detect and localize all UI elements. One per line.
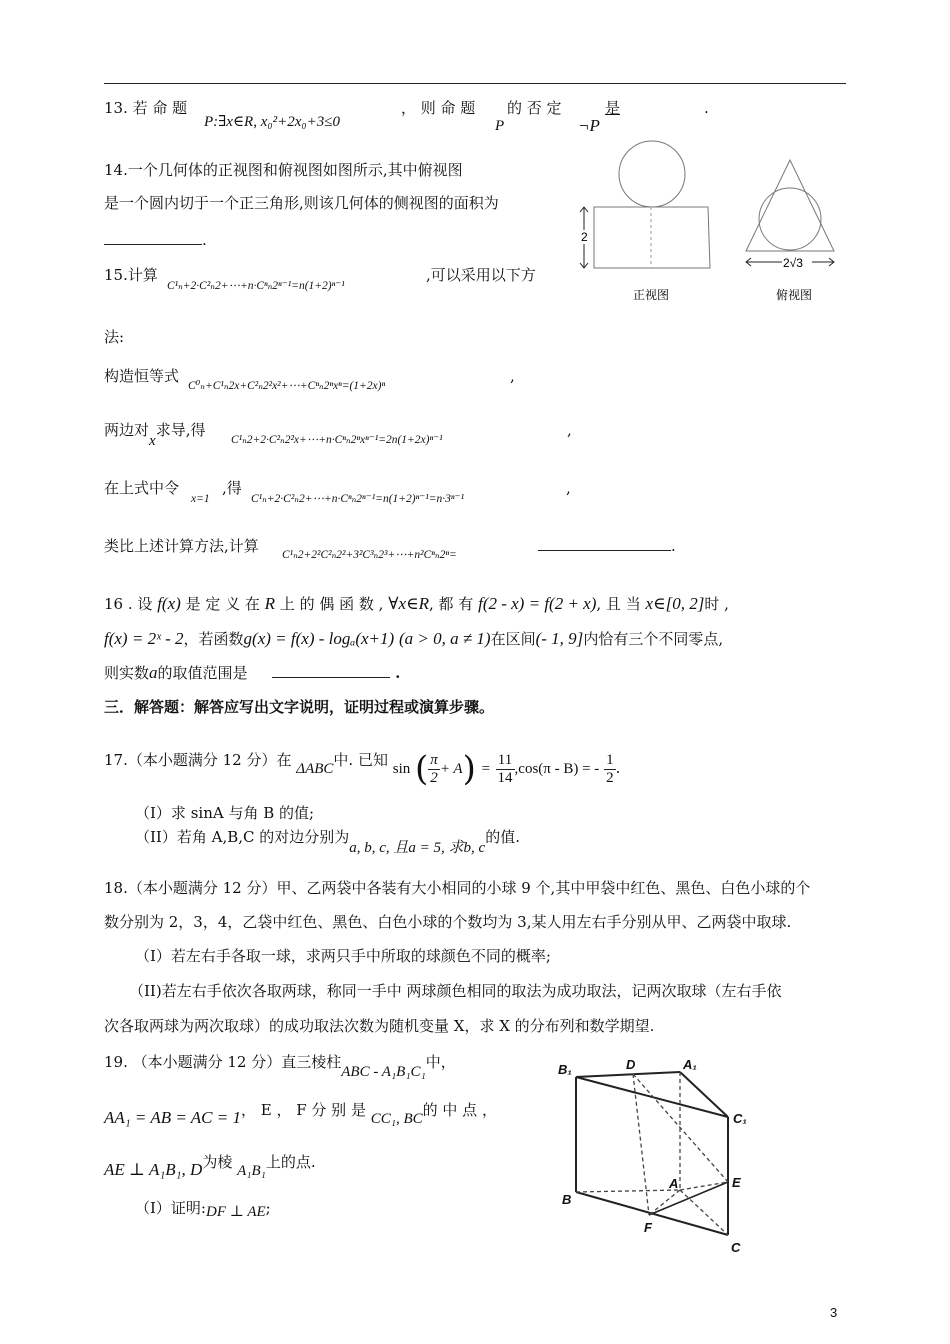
width-dim-label: 2√3: [783, 256, 803, 270]
top-view: [746, 160, 834, 270]
label-d: D: [626, 1057, 636, 1072]
q15-answer: .: [538, 536, 676, 556]
edge-f-e: [649, 1182, 728, 1215]
q18-line3: （I）若左右手各取一球，求两只手中所取的球颜色不同的概率;: [135, 947, 551, 965]
height-dim-label: 2: [581, 230, 588, 244]
q15-l4-text: 两边对x求导,得: [104, 421, 206, 449]
q13-formula: P:∃x∈R, x₀²+2x₀+3≤0: [204, 114, 340, 130]
q18-line1: 18.（本小题满分 12 分）甲、乙两袋中各装有大小相同的小球 9 个,其中甲袋中红色、黑色、白色小球的个: [104, 879, 811, 897]
q15-label: 15.计算: [104, 266, 158, 284]
prism-figure: [555, 1055, 760, 1260]
label-e: E: [732, 1175, 741, 1190]
q18-line2: 数分别为 2，3，4，乙袋中红色、黑色、白色小球的个数均为 3,某人用左右手分别从甲、乙两袋中取球.: [104, 913, 792, 931]
label-c: C: [731, 1240, 741, 1255]
q17-sub2: （II）若角 A,B,C 的对边分别为a, b, c, 且a = 5, 求b, c的值.: [135, 828, 520, 856]
label-a1: A₁: [683, 1057, 697, 1072]
q17-sub1: （I）求 sinA 与角 B 的值;: [135, 804, 315, 822]
q14-line1: 14.一个几何体的正视图和俯视图如图所示,其中俯视图: [104, 161, 463, 179]
q13-end: .: [704, 99, 709, 117]
top-view-triangle: [746, 160, 834, 251]
q14-answer-blank[interactable]: [104, 244, 202, 245]
label-a: A: [669, 1176, 679, 1191]
q14-figures: [576, 140, 858, 310]
edge-a-f-hidden: [649, 1190, 680, 1215]
q15-l3-text: 构造恒等式: [104, 367, 180, 385]
q19-line1: 19. （本小题满分 12 分）直三棱柱ABC - A₁B₁C₁中，: [104, 1053, 456, 1080]
top-view-circle: [759, 188, 821, 250]
q16-answer-blank[interactable]: [272, 677, 390, 678]
q19-line3: AE ⊥ A₁B₁, D为棱 A₁B₁上的点.: [104, 1153, 316, 1179]
q13-p: P: [495, 118, 505, 134]
label-b1: B₁: [558, 1062, 572, 1077]
edge-a-e-hidden: [680, 1182, 728, 1190]
q19-line2: AA₁ = AB = AC = 1， E ， F 分 别 是 CC₁, BC的 中 点 ，: [104, 1101, 497, 1127]
label-f: F: [644, 1220, 652, 1235]
q15-formula1: C¹ₙ+2·C²ₙ2+⋯+n·Cⁿₙ2ⁿ⁻¹=n(1+2)ⁿ⁻¹: [167, 280, 345, 292]
label-b: B: [562, 1192, 572, 1207]
edge-b-a-hidden: [576, 1190, 680, 1192]
page-number: 3: [830, 1305, 838, 1320]
label-c1: C₁: [733, 1111, 747, 1126]
q19-line4: （I）证明:DF ⊥ AE;: [135, 1199, 271, 1220]
q16-line1: 16 . 设 f(x) 是 定 义 在 R 上 的 偶 函 数 , ∀x∈R, 都 有 f(2 - x) = f(2 + x), 且 当 x∈[0, 2]时 ,: [104, 594, 729, 613]
edge-b1-c1: [576, 1077, 728, 1117]
q15-l5-tail: ,: [566, 479, 571, 497]
q13-text-b: ， 则 命 题: [401, 99, 476, 117]
q15-line2: 法:: [104, 328, 125, 346]
q15-l3-formula: C⁰ₙ+C¹ₙ2x+C²ₙ2²x²+⋯+Cⁿₙ2ⁿxⁿ=(1+2x)ⁿ: [188, 380, 386, 392]
edge-b1-a1: [576, 1072, 680, 1077]
q15-tail1: ,可以采用以下方: [426, 266, 536, 284]
q15-l5-formula: C¹ₙ+2·C²ₙ2+⋯+n·Cⁿₙ2ⁿ⁻¹=n(1+2)ⁿ⁻¹=n·3ⁿ⁻¹: [251, 493, 465, 505]
top-view-label: 俯视图: [776, 288, 813, 302]
q18-line4: （II)若左右手依次各取两球，称同一手中 两球颜色相同的取法为成功取法，记两次取球（左右手依: [129, 982, 782, 1000]
q17-line: 17.（本小题满分 12 分）在 ΔABC中. 已知 sin ( $\frac{\pi}{2}$ + A) = $\frac{11}{14}$ ,cos(π - B) = - $\frac{1}{2}$ .: [104, 749, 621, 789]
q18-line5: 次各取两球为两次取球）的成功取法次数为随机变量 X，求 X 的分布列和数学期望.: [104, 1017, 655, 1035]
q13-line: 13. 若 命 题: [104, 99, 188, 117]
q15-l4-tail: ,: [567, 421, 572, 439]
q13-text-c: 的 否 定: [507, 99, 562, 117]
front-view: [579, 141, 710, 268]
q14-line2: 是一个圆内切于一个正三角形,则该几何体的侧视图的面积为: [104, 194, 499, 212]
front-view-circle: [619, 141, 685, 207]
q15-l5-text: 在上式中令: [104, 479, 180, 497]
q15-l6-formula: C¹ₙ2+2²C²ₙ2²+3²C³ₙ2³+⋯+n²Cⁿₙ2ⁿ=: [282, 549, 457, 561]
front-view-rect: [594, 207, 710, 268]
q15-l4-formula: C¹ₙ2+2·C²ₙ2²x+⋯+n·Cⁿₙ2ⁿxⁿ⁻¹=2n(1+2x)ⁿ⁻¹: [231, 434, 443, 446]
q14-answer-line: .: [104, 230, 207, 250]
q13-text-d: 是: [605, 99, 621, 117]
q13-negp: ¬P: [578, 116, 600, 135]
q15-l5-x1: x=1: [191, 493, 210, 505]
front-view-label: 正视图: [633, 288, 670, 302]
header-rule: [104, 83, 846, 84]
q15-l6-text: 类比上述计算方法,计算: [104, 537, 259, 555]
section3-heading: 三．解答题：解答应写出文字说明，证明过程或演算步骤。: [104, 698, 495, 716]
q15-l3-tail: ,: [510, 367, 515, 385]
q15-answer-blank[interactable]: [538, 550, 671, 551]
q16-line2: f(x) = 2ˣ - 2，若函数g(x) = f(x) - logₐ(x+1) (a > 0, a ≠ 1)在区间(- 1, 9]内恰有三个不同零点,: [104, 629, 724, 648]
q15-l5-text2: ,得: [222, 479, 242, 497]
q16-line3: 则实数a的取值范围是 .: [104, 663, 401, 682]
